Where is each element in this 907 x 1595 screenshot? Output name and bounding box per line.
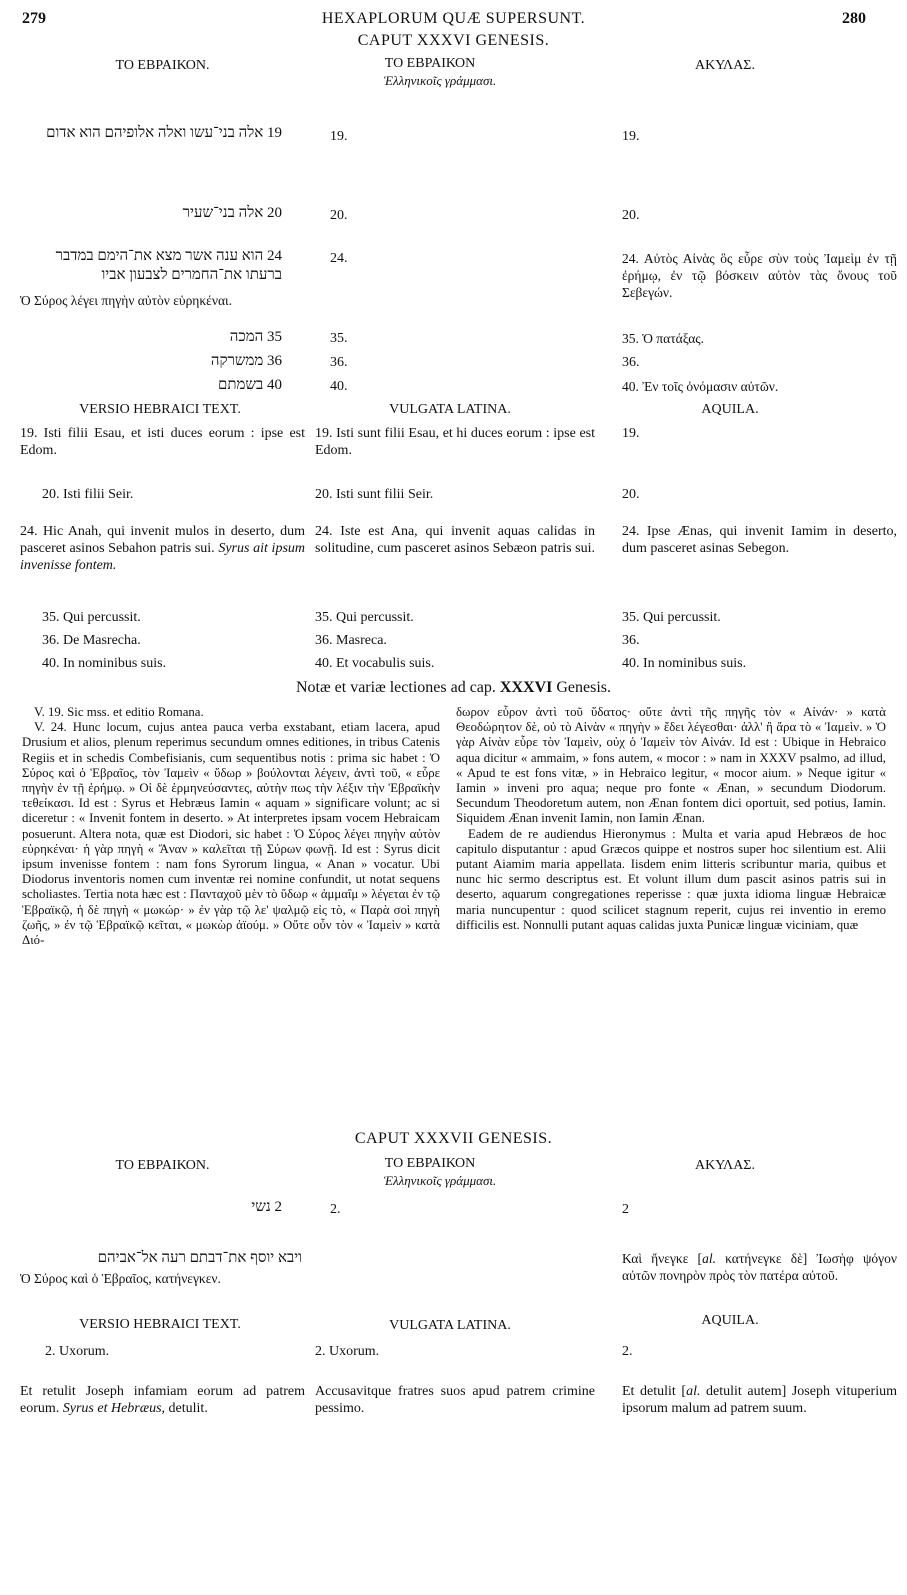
- latin-head-vulgata: VULGATA LATINA.: [389, 402, 511, 417]
- notes-left-column: [22, 705, 440, 948]
- aquila-row-20: 20.: [622, 208, 640, 223]
- vulgata-35: 35. Qui percussit.: [315, 610, 414, 625]
- ch37-vulgata-2: 2. Uxorum.: [315, 1344, 380, 1359]
- translit-row-20: 20.: [330, 208, 348, 223]
- ch37-aquila-row-joseph: [622, 1250, 897, 1284]
- translit-row-19: 19.: [330, 129, 348, 144]
- translit-row-35: 35.: [330, 331, 348, 346]
- ch37-vulgata-joseph: Accusavitque fratres suos apud patrem crimine pessimo.: [315, 1384, 595, 1416]
- ch37-versio-joseph: [20, 1383, 305, 1417]
- translit-row-36: 36.: [330, 355, 348, 370]
- notes-title-c: Genesis.: [556, 679, 612, 696]
- page-number-right: 280: [842, 10, 866, 27]
- notes-right-column: [456, 705, 886, 933]
- aquila-row-19: 19.: [622, 129, 640, 144]
- aquila-latin-24: 24. Ipse Ænas, qui invenit Iamim in deserto, dum pasceret asinas Sebegon.: [622, 524, 897, 556]
- aquila-latin-35: 35. Qui percussit.: [622, 610, 721, 625]
- ch37-aquila-latin-2: 2.: [622, 1344, 633, 1359]
- heb-row-35: 35 המכה: [229, 329, 282, 345]
- ch37-versio-joseph-text: Et retulit Joseph infamiam eorum ad patrem eorum.: [20, 1384, 305, 1416]
- ch37-col-head-translit-sub: Ἑλληνικοῖς γράμμασι.: [383, 1173, 497, 1188]
- ch37-heb-row-joseph: ויבא יוסף את־דבתם רעה אל־אביהם: [97, 1250, 302, 1266]
- ch37-aquila-latin-b: detulit autem] Joseph vituperium ipsorum malum ad patrem suum.: [622, 1384, 897, 1416]
- notes-title-chapter: XXXVI: [499, 679, 553, 696]
- ch37-aquila-row-2: 2: [622, 1202, 629, 1217]
- vulgata-36: 36. Masreca.: [315, 633, 387, 648]
- versio-24-text: 24. Hic Anah, qui invenit mulos in deserto, dum pasceret asinos Sebahon patris sui.: [20, 524, 305, 556]
- ch37-latin-head-aquila: AQUILA.: [701, 1313, 759, 1328]
- note-continued: δωρον εὗρον ἀντὶ τοῦ ὕδατος· οὔτε ἀντὶ τῆς πηγῆς τὸν « Αἰνάν· » κατὰ Θεοδώρητον δὲ, οὐ τὸ Αἰνὰν « πηγὴν » ἔδει λέγεσθαι· ἀλλ' ἢ ἄρα τὸ « Ἰαμεὶν. » Ὁ γὰρ Αἰνὰν εὗρε τὸν Ἰαμεὶν, οὐχ ὁ Ἰαμεὶν τὸν Αἰνάν. Id est : Ubique in Hebraico aqua dicitur « ammaim, » fons autem, « mocor : » nam in XXXV psalmo, ad illud, « Apud te est fons vitæ, » in Hebraico legitur, « mocor aium. » Neque igitur « Iamin » inveni pro aqua; neque pro fonte « Ænan, » secundum Diodorum. Secundum Theodoretum autem, non Ænan fontem dici oportuit, sed potius, Iamin. Siquidem Ænan invenit Iamin, non Iamin Ænan.: [456, 705, 886, 826]
- ch37-versio-2: 2. Uxorum.: [45, 1344, 110, 1359]
- ch37-aquila-latin-al: al.: [686, 1384, 701, 1399]
- notes-title-a: Notæ et variæ lectiones ad cap.: [295, 679, 496, 696]
- col-head-aquila: ΑΚΥΛΑΣ.: [695, 58, 755, 73]
- vulgata-40: 40. Et vocabulis suis.: [315, 656, 435, 671]
- versio-19: 19. Isti filii Esau, et isti duces eorum : ipse est Edom.: [20, 426, 305, 458]
- aquila-row-36: 36.: [622, 355, 640, 370]
- ch37-aquila-joseph-a: Καὶ ἤνεγκε [: [622, 1251, 703, 1266]
- heb-row-19: 19 אלה בני־עשו ואלה אלופיהם הוא אדום: [46, 125, 282, 141]
- vulgata-20: 20. Isti sunt filii Seir.: [315, 487, 434, 502]
- note-v19: V. 19. Sic mss. et editio Romana.: [34, 705, 204, 719]
- latin-head-versio: VERSIO HEBRAICI TEXT.: [79, 402, 241, 417]
- ch37-latin-head-vulgata: VULGATA LATINA.: [389, 1318, 511, 1333]
- versio-35: 35. Qui percussit.: [42, 610, 141, 625]
- note-hieronymus: Eadem de re audiendus Hieronymus : Multa et varia apud Hebræos de hoc capitulo disputantur : apud Græcos quippe et nostros super hoc silentium est. Alii putant Aiamim maria appellata. Iisdem enim litteris scribuntur maria, quibus et nunc hic sermo descriptus est. Et volunt illum dum pascit asinos patris sui in deserto, aquarum congregationes reperisse : quæ juxta idioma linguæ Hebraicæ maria nuncupentur : quod scilicet stagnum reperit, cujus rei inventio in eremo difficilis est. Nonnulli putant aquas calidas juxta Punicæ linguæ viciniam, quæ: [456, 826, 886, 932]
- aquila-latin-36: 36.: [622, 633, 640, 648]
- page-number-left: 279: [22, 10, 46, 27]
- aquila-latin-20: 20.: [622, 487, 640, 502]
- ch37-versio-joseph-tail: detulit.: [168, 1401, 208, 1416]
- caput-37-title: CAPUT XXXVII GENESIS.: [354, 1130, 553, 1147]
- ch37-latin-head-versio: VERSIO HEBRAICI TEXT.: [79, 1317, 241, 1332]
- aquila-row-24: 24. Αὐτὸς Αἰνὰς ὃς εὗρε σὺν τοὺς Ἰαμεὶμ ἐν τῇ ἐρήμῳ, ἐν τῷ βόσκειν αὐτὸν τὰς ὄνους τοῦ Σεβεγών.: [622, 251, 897, 300]
- versio-20: 20. Isti filii Seir.: [42, 487, 134, 502]
- col-head-translit-sub: Ἑλληνικοῖς γράμμασι.: [383, 73, 497, 88]
- latin-head-aquila: AQUILA.: [701, 402, 759, 417]
- vulgata-24: 24. Iste est Ana, qui invenit aquas calidas in solitudine, cum pasceret asinos Sebæon patris sui.: [315, 524, 595, 556]
- ch37-heb-row-syrus-note: Ὁ Σύρος καὶ ὁ Ἑβραῖος, κατήνεγκεν.: [20, 1271, 221, 1286]
- heb-row-40: 40 בשמתם: [218, 377, 282, 393]
- translit-row-24: 24.: [330, 251, 348, 266]
- ch37-col-head-translit: ΤΟ ΕΒΡΑΙΚΟΝ: [384, 1156, 476, 1171]
- aquila-row-35: 35. Ὁ πατάξας.: [622, 331, 705, 346]
- ch37-versio-joseph-syrus: Syrus et Hebræus,: [62, 1401, 166, 1416]
- ch37-heb-row-2: 2 נשי: [251, 1199, 282, 1215]
- versio-24-syrus: Syrus ait ipsum invenisse fontem.: [20, 541, 306, 573]
- versio-40: 40. In nominibus suis.: [42, 656, 167, 671]
- heb-row-24: 24 הוא ענה אשר מצא את־הימם במדבר ברעתו את־החמרים לצבעון אביו: [55, 248, 282, 283]
- ch37-aquila-latin-joseph: [622, 1383, 897, 1417]
- ch37-col-head-hebrew: ΤΟ ΕΒΡΑΙΚΟΝ.: [115, 1158, 210, 1173]
- vulgata-19: 19. Isti sunt filii Esau, et hi duces eorum : ipse est Edom.: [315, 426, 595, 458]
- ch37-aquila-joseph-al: al.: [702, 1251, 716, 1266]
- aquila-latin-40: 40. In nominibus suis.: [622, 656, 747, 671]
- caput-36-title: CAPUT XXXVI GENESIS.: [357, 32, 550, 49]
- ch37-aquila-latin-a: Et detulit [: [622, 1384, 687, 1399]
- ch37-translit-row-2: 2.: [330, 1202, 341, 1217]
- running-title: HEXAPLORUM QUÆ SUPERSUNT.: [321, 10, 586, 27]
- versio-24: [20, 523, 305, 574]
- aquila-row-40: 40. Ἐν τοῖς ὀνόμασιν αὐτῶν.: [622, 379, 779, 394]
- ch37-col-head-aquila: ΑΚΥΛΑΣ.: [695, 1158, 755, 1173]
- versio-36: 36. De Masrecha.: [42, 633, 141, 648]
- heb-row-20: 20 אלה בני־שעיר: [182, 205, 282, 221]
- col-head-hebrew: ΤΟ ΕΒΡΑΙΚΟΝ.: [115, 58, 210, 73]
- heb-row-24-syrus-note: Ὁ Σύρος λέγει πηγὴν αὐτὸν εὑρηκέναι.: [20, 293, 233, 308]
- aquila-latin-19: 19.: [622, 426, 640, 441]
- notes-title: [0, 679, 907, 697]
- ch37-aquila-joseph-b: κατήνεγκε δὲ] Ἰωσὴφ ψόγον αὐτῶν πονηρὸν πρὸς τὸν πατέρα αὐτοῦ.: [622, 1251, 897, 1283]
- note-v24: V. 24. Hunc locum, cujus antea pauca verba exstabant, etiam lacera, apud Drusium et alios, plenum reperimus secundum omnes editiones, in tribus Catenis Regiis et in schedis Combefisianis, cum sequentibus notis : prima sic habet : Ὁ Σύρος καὶ ὁ Ἑβραῖος, τὸν Ἰαμεὶν « ὕδωρ » βούλονται λέγειν, ἀντὶ τοῦ, « εὗρε πηγὴν ἐν τῇ ἐρήμῳ. » Οἱ δὲ ἑρμηνεύσαντες, αὐτὴν πως τὴν λέξιν τὴν Ἑβραϊκὴν τεθείκασι. Id est : Syrus et Hebræus Iamin « aquam » significare volunt; ac si diceretur : « Invenit fontem in deserto. » At interpretes ipsam vocem Hebraicam posuerunt. Altera nota, quæ est Diodori, sic habet : Ὁ Σύρος λέγει πηγὴν αὐτὸν εὑρηκέναι· ἡ γὰρ πηγὴ « Ἄναν » καλεῖται τῇ Σύρων φωνῇ. Id est : Syrus dicit ipsum invenisse fontem : nam fons Syrorum lingua, « Anan » vocatur. Ubi Diodorus inventoris nomen cum inventæ rei nomine confundit, ut notat sequens scholiastes. Tertia nota hæc est : Πανταχοῦ μὲν τὸ ὕδωρ « ἀμμαΐμ » λέγεται ἐν τῷ Ἑβραϊκῷ, ἡ δὲ πηγὴ « μωκώρ· » ἐν γὰρ τῷ λε' ψαλμῷ εἰς τὸ, « Παρὰ σοὶ πηγὴ ζωῆς, » ἐν τῷ Ἑβραϊκῷ κεῖται, « μωκὼρ ἀϊούμ. » Οὔτε οὖν τὸν « Ἰαμεὶν » κατὰ Διό-: [22, 720, 440, 948]
- translit-row-40: 40.: [330, 379, 348, 394]
- col-head-translit: ΤΟ ΕΒΡΑΙΚΟΝ: [384, 56, 476, 71]
- heb-row-36: 36 ממשרקה: [210, 353, 282, 369]
